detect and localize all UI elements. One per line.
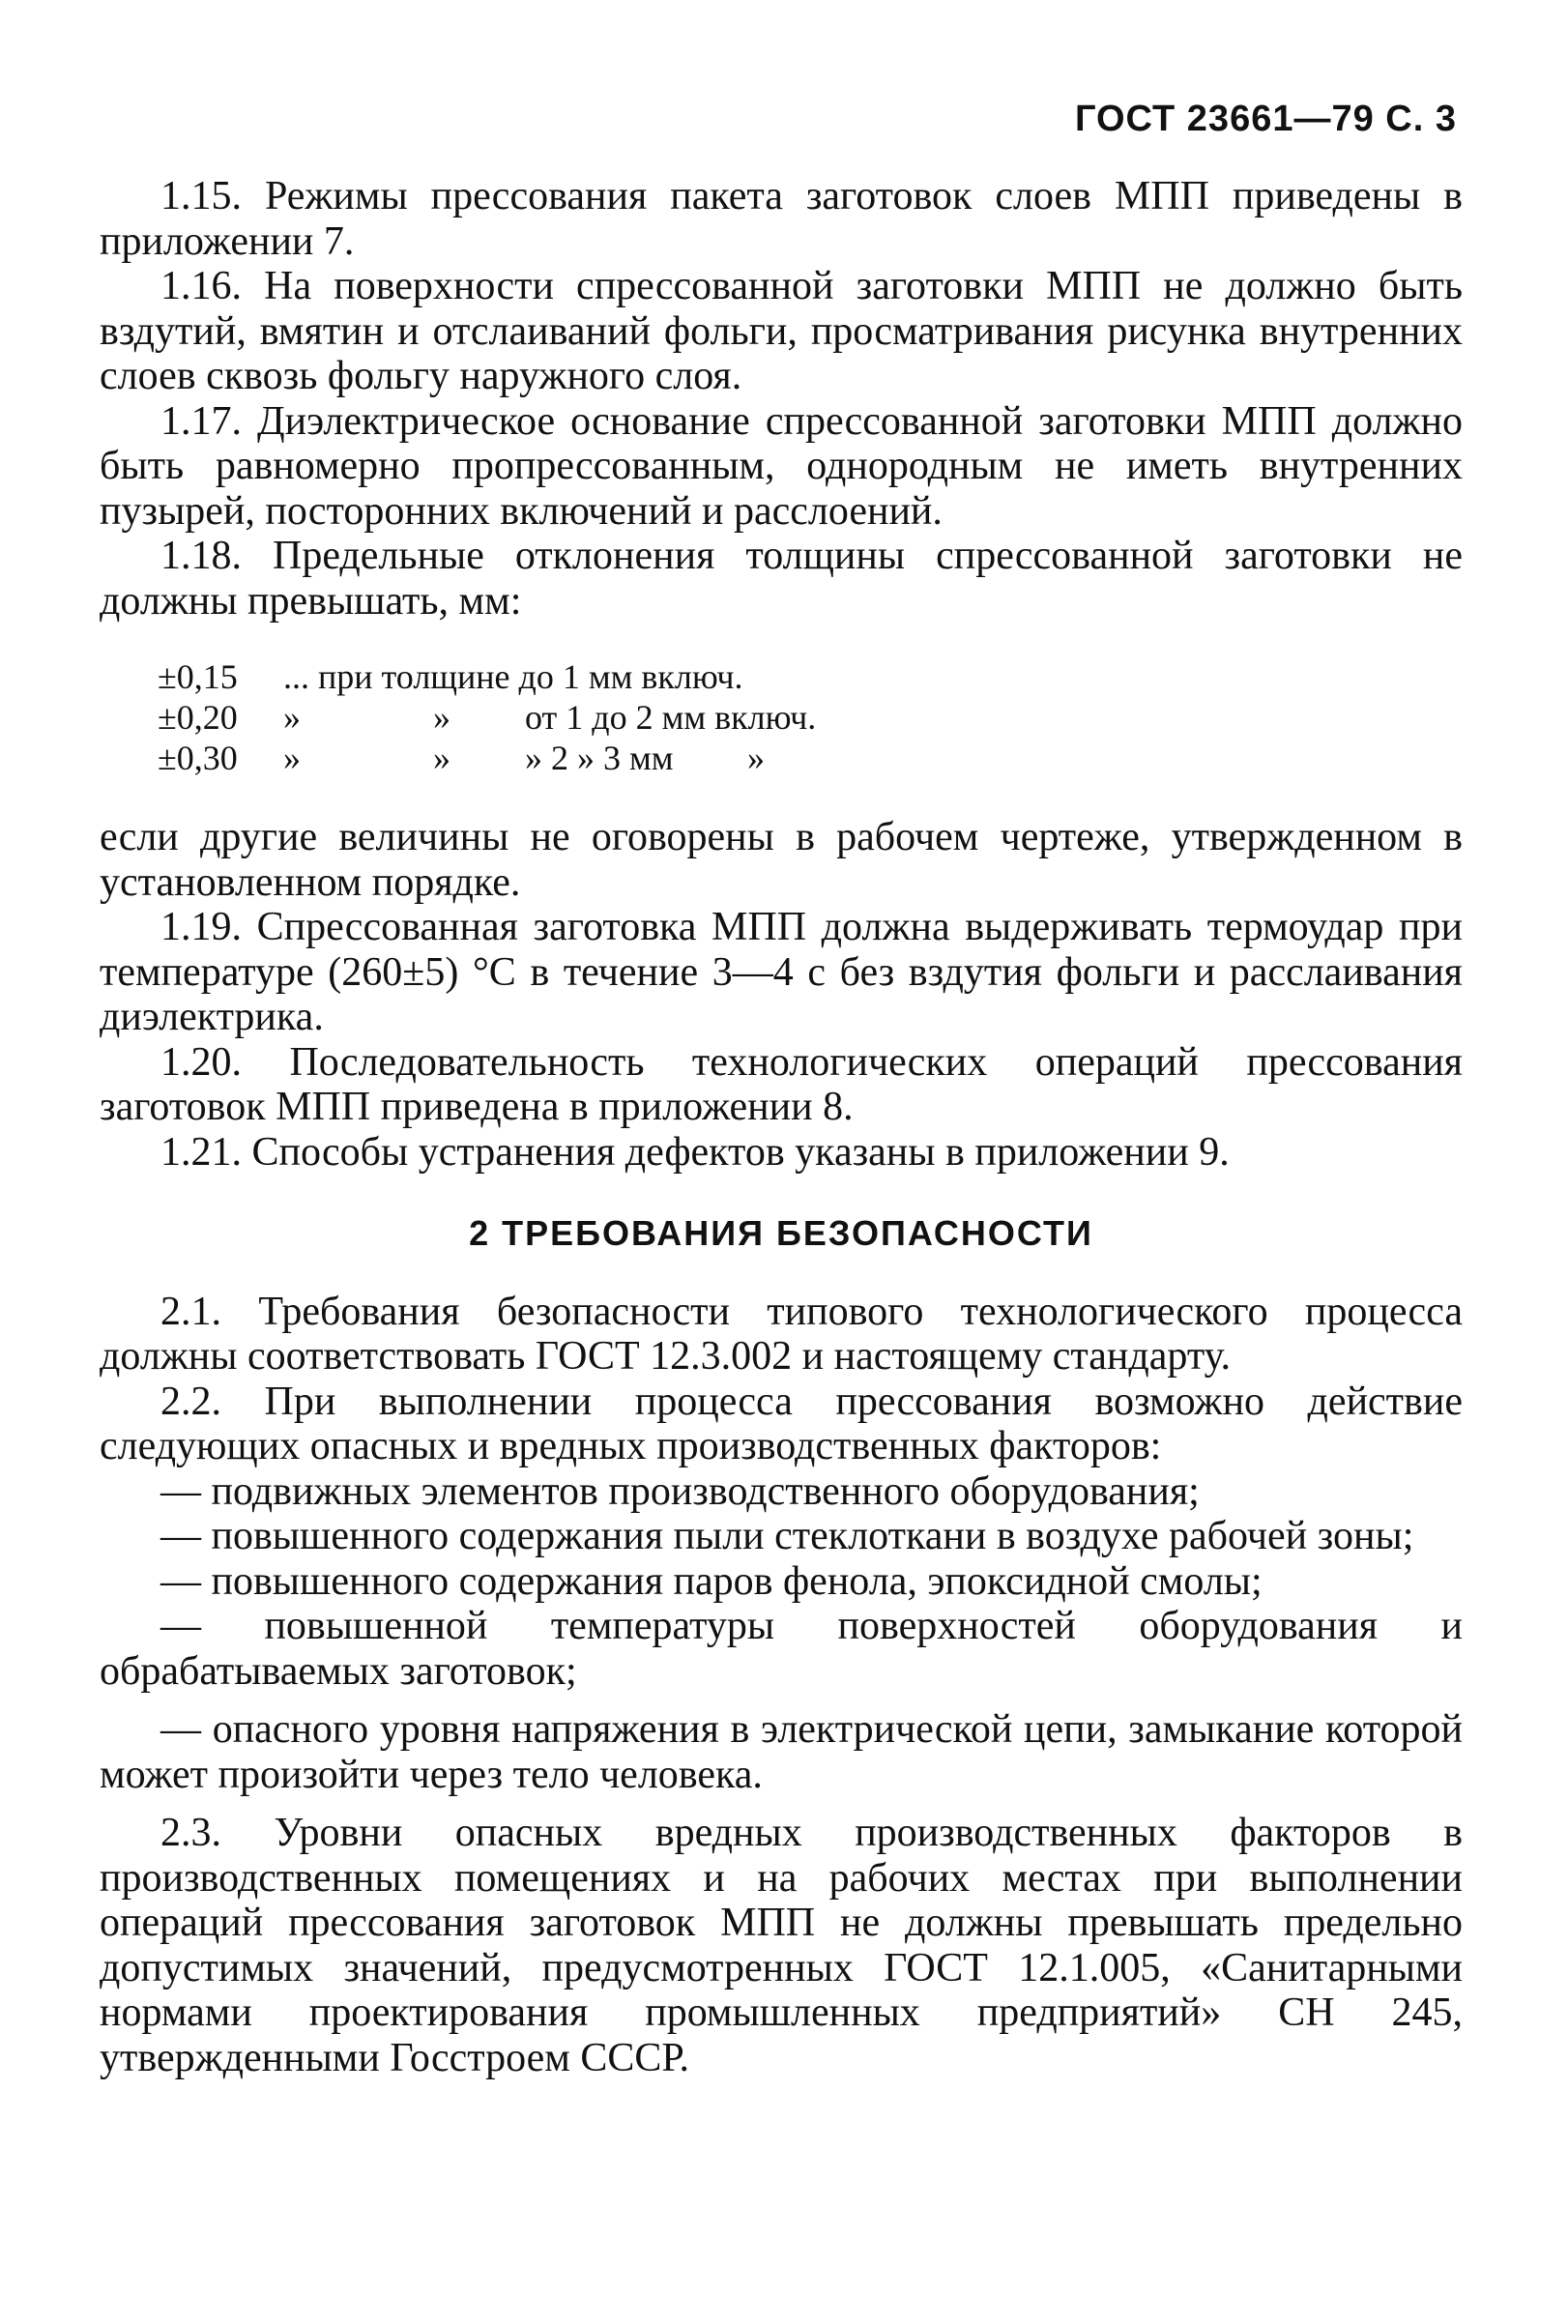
ditto-mark: » [433,739,450,777]
document-body [100,174,1463,2080]
tolerance-list [158,656,1463,778]
paragraph-2-2: 2.2. При выполнении процесса прессования возможно действие следующих опасных и вредных производственных факторов: [100,1379,1463,1468]
tolerance-row [158,697,1463,738]
ditto-mark: » [283,739,301,777]
hazard-factor-item: — повышенного содержания пыли стеклоткани в воздухе рабочей зоны; [160,1514,1414,1558]
paragraph-1-19: 1.19. Спрессованная заготовка МПП должна выдерживать термоудар при температуре (260±5) °С в течение 3—4 с без вздутия фольги и расслаивания диэлектрика. [100,905,1463,1039]
tolerance-range: от 1 до 2 мм включ. [525,698,817,737]
hazard-factor-item: — повышенной температуры поверхностей оборудования и обрабатываемых заготовок; [100,1604,1463,1694]
ditto-mark: » [283,698,301,737]
spacer [100,1694,1463,1707]
tolerance-value: ±0,15 [158,657,238,696]
paragraph-2-1: 2.1. Требования безопасности типового технологического процесса должны соответствовать ГОСТ 12.3.002 и настоящему стандарту. [100,1289,1463,1379]
spacer [100,1797,1463,1811]
paragraph-2-3: 2.3. Уровни опасных вредных производственных факторов в производственных помещениях и на рабочих местах при выполнении операций прессования заготовок МПП не должны превышать предельно допустимых значений, предусмотренных ГОСТ 12.1.005, «Санитарными нормами проектирования промышленных предприятий» СН 245, утвержденными Госстроем СССР. [100,1811,1463,2080]
hazard-factor-item: — повышенного содержания паров фенола, эпоксидной смолы; [160,1558,1263,1604]
hazard-factor-item: — опасного уровня напряжения в электрической цепи, замыкание которой может произойти через тело человека. [100,1707,1463,1797]
tolerance-text: ... при толщине до 1 мм включ. [283,657,743,696]
paragraph-1-18: 1.18. Предельные отклонения толщины спрессованной заготовки не должны превышать, мм: [100,534,1463,624]
section-heading: 2 ТРЕБОВАНИЯ БЕЗОПАСНОСТИ [469,1213,1093,1253]
paragraph-1-16: 1.16. На поверхности спрессованной заготовки МПП не должно быть вздутий, вмятин и отслаиваний фольги, просматривания рисунка внутренних слоев сквозь фольгу наружного слоя. [100,264,1463,398]
ditto-mark: » [747,739,765,777]
page-header: ГОСТ 23661—79 С. 3 [1074,99,1457,139]
tolerance-value: ±0,20 [158,698,238,737]
paragraph-1-17: 1.17. Диэлектрическое основание спрессованной заготовки МПП должно быть равномерно пропрессованным, однородным не иметь внутренних пузырей, посторонних включений и расслоений. [100,398,1463,534]
ditto-mark: » [433,698,450,737]
paragraph-1-15: 1.15. Режимы прессования пакета заготовок слоев МПП приведены в приложении 7. [100,174,1463,264]
paragraph-1-21: 1.21. Способы устранения дефектов указаны в приложении 9. [160,1129,1230,1175]
tolerance-value: ±0,30 [158,739,238,777]
tolerance-row [158,738,1463,778]
tolerance-row [158,656,1463,697]
hazard-factor-item: — подвижных элементов производственного оборудования; [160,1468,1200,1514]
paragraph-1-20: 1.20. Последовательность технологических операций прессования заготовок МПП приведена в приложении 8. [100,1039,1463,1129]
paragraph-1-18-continuation: если другие величины не оговорены в рабочем чертеже, утвержденном в установленном порядке. [100,815,1463,905]
tolerance-range: » 2 » 3 мм [525,739,674,777]
